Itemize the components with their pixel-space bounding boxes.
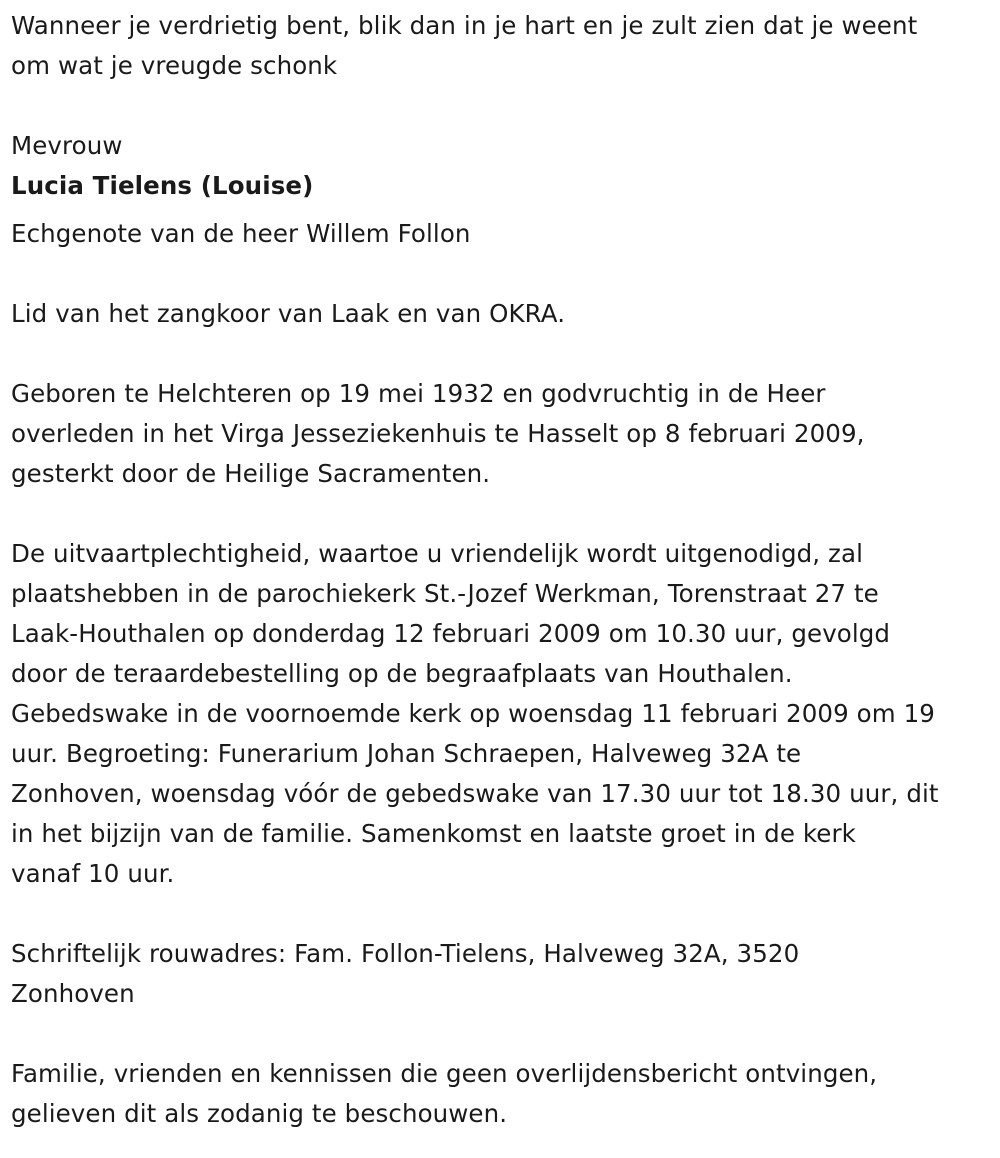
paragraph-line: Familie, vrienden en kennissen die geen overlijdensbericht ontvingen, (11, 1059, 878, 1088)
membership-line: Lid van het zangkoor van Laak en van OKRA. (11, 299, 566, 328)
paragraph-line: uur. Begroeting: Funerarium Johan Schraepen, Halveweg 32A te (11, 739, 802, 768)
paragraph-line: door de teraardebestelling op de begraafplaats van Houthalen. (11, 659, 793, 688)
spouse-line: Echgenote van de heer Willem Follon (11, 219, 471, 248)
spacer (11, 86, 995, 126)
spacer (11, 334, 995, 374)
spacer (11, 1014, 995, 1054)
address-paragraph (11, 934, 995, 1014)
closing-paragraph (11, 1054, 995, 1134)
paragraph-line: overleden in het Virga Jesseziekenhuis te Hasselt op 8 februari 2009, (11, 419, 865, 448)
paragraph-line: Laak-Houthalen op donderdag 12 februari 2009 om 10.30 uur, gevolgd (11, 619, 891, 648)
paragraph-line: gelieven dit als zodanig te beschouwen. (11, 1099, 508, 1128)
quote-block (11, 6, 995, 86)
paragraph-line: Schriftelijk rouwadres: Fam. Follon-Tielens, Halveweg 32A, 3520 (11, 939, 800, 968)
spacer (11, 894, 995, 934)
paragraph-line: Geboren te Helchteren op 19 mei 1932 en godvruchtig in de Heer (11, 379, 826, 408)
spacer (11, 254, 995, 294)
funeral-paragraph (11, 534, 995, 894)
paragraph-line: Zonhoven (11, 979, 135, 1008)
paragraph-line: Gebedswake in de voornoemde kerk op woensdag 11 februari 2009 om 19 (11, 699, 935, 728)
spacer (11, 494, 995, 534)
obituary-notice (11, 6, 995, 1134)
deceased-name: Lucia Tielens (Louise) (11, 171, 314, 200)
paragraph-line: De uitvaartplechtigheid, waartoe u vriendelijk wordt uitgenodigd, zal (11, 539, 864, 568)
paragraph-line: Zonhoven, woensdag vóór de gebedswake van 17.30 uur tot 18.30 uur, dit (11, 779, 939, 808)
spacer (11, 206, 995, 214)
quote-line: om wat je vreugde schonk (11, 51, 338, 80)
paragraph-line: vanaf 10 uur. (11, 859, 175, 888)
quote-line: Wanneer je verdrietig bent, blik dan in je hart en je zult zien dat je weent (11, 11, 918, 40)
birth-death-paragraph (11, 374, 995, 494)
paragraph-line: gesterkt door de Heilige Sacramenten. (11, 459, 491, 488)
paragraph-line: plaatshebben in de parochiekerk St.-Jozef Werkman, Torenstraat 27 te (11, 579, 879, 608)
honorific: Mevrouw (11, 131, 123, 160)
paragraph-line: in het bijzijn van de familie. Samenkomst en laatste groet in de kerk (11, 819, 856, 848)
